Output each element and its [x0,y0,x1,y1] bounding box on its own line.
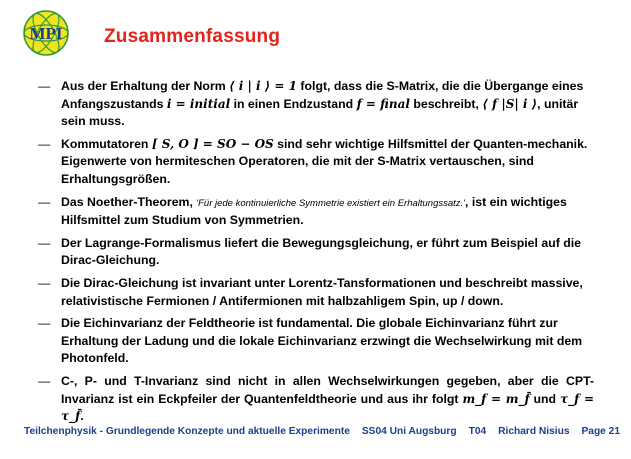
list-item-text: Die Eichinvarianz der Feldtheorie ist fundamental. Die globale Eichinvarianz führt zur Erhaltung der Ladung und die lokale Eichinvarianz erzwingt die Wechselwirkung mit dem Photonfeld. [61,316,583,366]
math-final: f = final [356,96,410,111]
math-norm: ⟨ i | i ⟩ = 1 [229,79,298,93]
list-item [38,78,594,131]
list-item-text: Die Dirac-Gleichung ist invariant unter Lorentz-Tansformationen und beschreibt massive, relativistische Fermionen / Antifermionen mit halbzahligem Spin, up / down. [61,275,583,308]
list-item-text: C-, P- und T-Invarianz sind nicht in allen Wechselwirkungen gegeben, aber die CPT-Invarianz ist ein Eckpfeiler der Quantenfeldtheorie und aus ihr folgt m_f = m_f̄ und τ_f = τ_f̄. [61,373,594,424]
list-item-text: Das Noether-Theorem, 'Für jede kontinuierliche Symmetrie existiert ein Erhaltungssatz.', ist ein wichtiges Hilfsmittel zum Studium von Symmetrien. [61,194,567,228]
bullet-dash: — [38,373,51,388]
page-title: Zusammenfassung [104,26,281,47]
math-lifetime: τ_f = τ_f̄ [61,391,594,424]
footer-chapter: T04 [468,426,487,437]
list-item [38,136,594,189]
bullet-dash: — [38,194,51,209]
bullet-dash: — [38,136,51,151]
list-item [38,235,594,270]
list-item [38,373,594,426]
footer-course: Teilchenphysik - Grundlegende Konzepte und aktuelle Experimente [24,426,350,437]
noether-quote: 'Für jede kontinuierliche Symmetrie existiert ein Erhaltungssatz.' [196,197,465,209]
summary-list [38,78,594,431]
bullet-dash: — [38,79,51,93]
bullet-dash: — [38,275,51,290]
math-smatrix: ⟨ f |S| i ⟩ [482,96,538,111]
logo-text: MPI [29,24,63,43]
footer-author: Richard Nisius [498,426,570,437]
footer-term: SS04 Uni Augsburg [361,426,457,437]
bullet-dash: — [38,235,51,250]
list-item-text: Aus der Erhaltung der Norm ⟨ i | i ⟩ = 1 folgt, dass die S-Matrix, die die Übergange eines Anfangszustands i = initial in einen Endzustand f = final beschreibt, ⟨ f |S| i ⟩, unitär sein muss. [61,79,584,129]
math-commutator: [ S, O ] = SO − OS [151,136,274,151]
list-item [38,275,594,310]
list-item-text: Der Lagrange-Formalismus liefert die Bewegungsgleichung, er führt zum Beispiel auf die Dirac-Gleichung. [61,235,581,268]
math-mass: m_f = m_f̄ [462,391,530,406]
list-item [38,315,594,368]
list-item [38,194,594,230]
mpi-logo [22,9,70,57]
list-item-text: Kommutatoren [ S, O ] = SO − OS sind sehr wichtige Hilfsmittel der Quanten-mechanik. Eigenwerte von hermiteschen Operatoren, die mit der S-Matrix vertauschen, sind Erhaltungsgrößen. [61,136,588,186]
footer [24,426,621,437]
math-initial: i = initial [166,96,231,111]
bullet-dash: — [38,316,51,331]
footer-page: Page 21 [581,426,621,437]
